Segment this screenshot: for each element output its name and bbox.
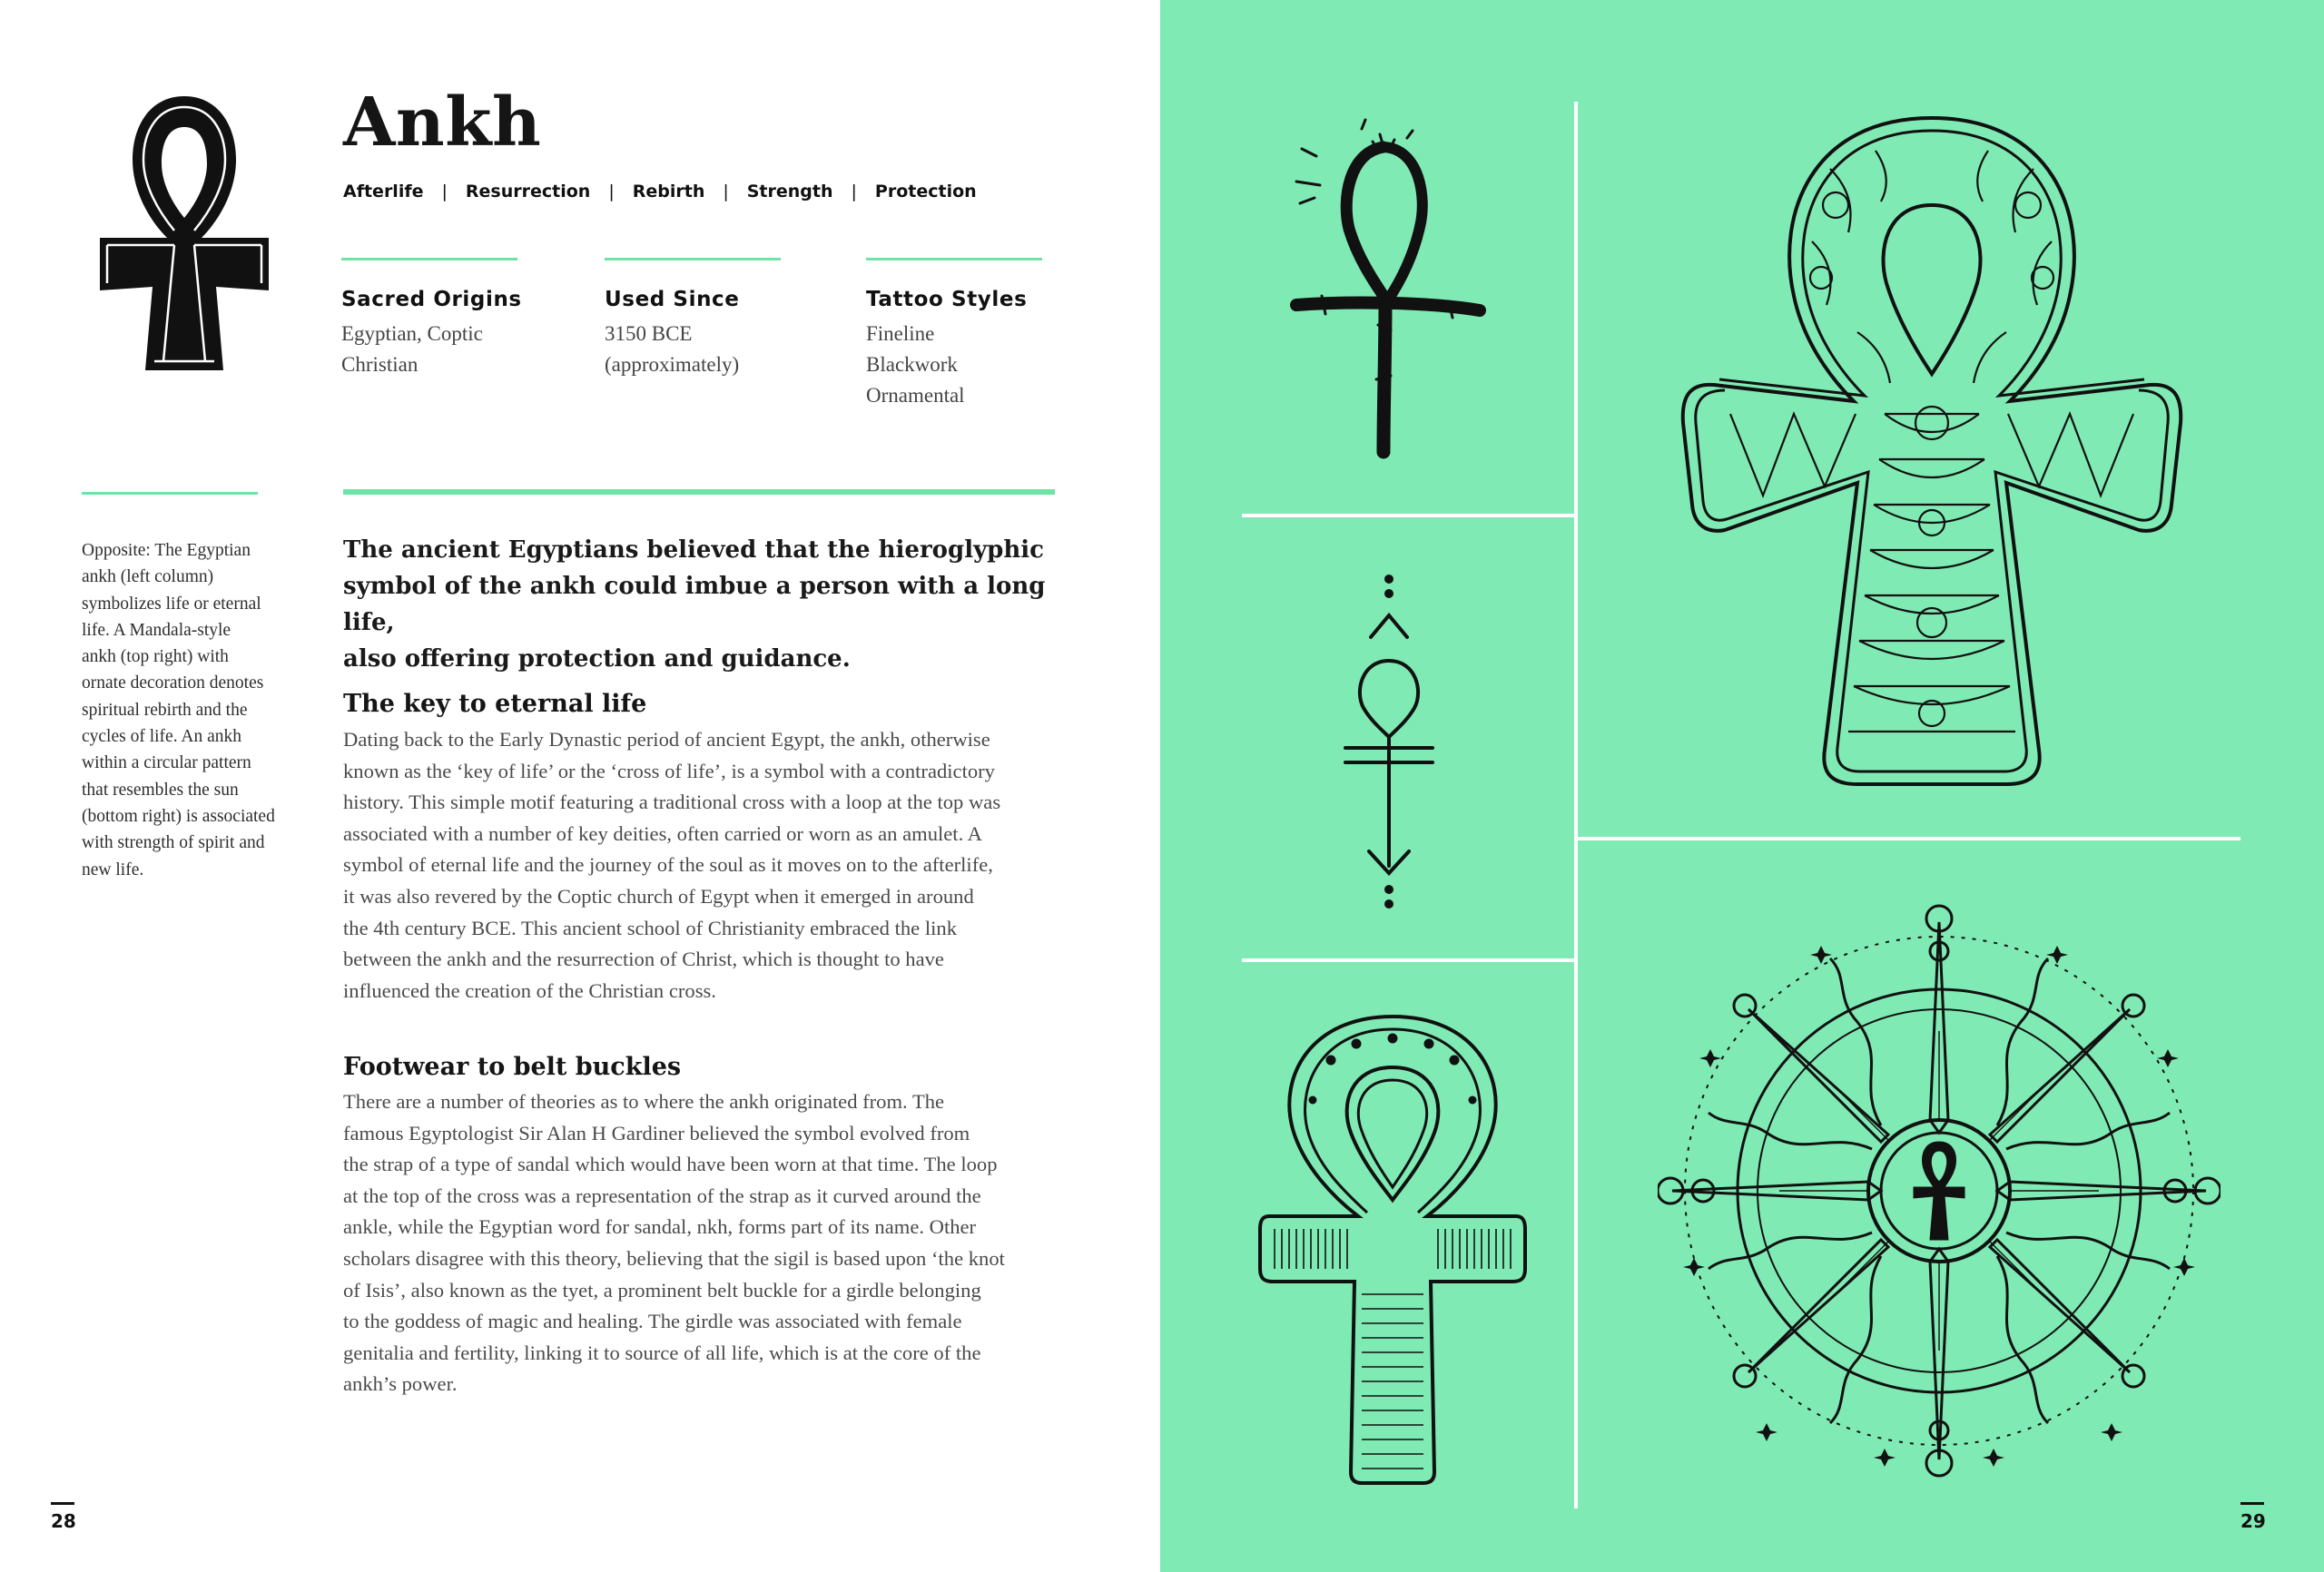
caption-line: ankh (top right) with: [82, 647, 229, 667]
ankh-mandala-icon: [1676, 114, 2188, 786]
separator: |: [851, 182, 857, 201]
image-caption: [82, 537, 300, 883]
caption-line: cycles of life. An ankh: [82, 727, 241, 747]
divider-horizontal: [1242, 514, 1574, 517]
section-heading: Footwear to belt buckles: [343, 1053, 682, 1081]
divider-horizontal: [1578, 837, 2240, 840]
right-page: [1160, 0, 2324, 1572]
fact-value: Ornamental: [866, 384, 965, 407]
lead-paragraph: [343, 532, 1069, 677]
body-line: scholars disagree with this theory, believing that the sigil is based upon ‘the knot: [343, 1246, 1005, 1270]
fact-label: Used Since: [605, 288, 740, 311]
body-line: influenced the creation of the Christian cross.: [343, 978, 716, 1002]
body-line: the strap of a type of sandal which would have been worn at that time. The loop: [343, 1153, 998, 1176]
lead-line: symbol of the ankh could imbue a person with a long life,: [343, 573, 1046, 636]
body-line: Dating back to the Early Dynastic period of ancient Egypt, the ankh, otherwise: [343, 728, 990, 751]
body-line: history. This simple motif featuring a traditional cross with a loop at the top was: [343, 791, 1001, 814]
caption-line: that resembles the sun: [82, 780, 239, 800]
fact-value: 3150 BCE: [605, 322, 693, 345]
separator: |: [723, 182, 729, 201]
caption-line: with strength of spirit and: [82, 833, 265, 853]
caption-line: spiritual rebirth and the: [82, 700, 248, 720]
fact-rule: [866, 258, 1042, 260]
caption-line: within a circular pattern: [82, 753, 251, 773]
ankh-sun-icon: [1658, 904, 2221, 1485]
fact-value: Egyptian, Coptic: [341, 322, 483, 345]
page-number: 28: [51, 1510, 76, 1532]
caption-line: life. A Mandala-style: [82, 620, 231, 640]
page-number-dash: [51, 1502, 74, 1505]
lead-line: also offering protection and guidance.: [343, 645, 851, 673]
divider-vertical: [1574, 102, 1578, 1508]
body-line: the 4th century BCE. This ancient school of Christianity embraced the link: [343, 916, 957, 939]
divider-horizontal: [1242, 958, 1574, 962]
section-body: [343, 724, 1069, 1007]
caption-line: new life.: [82, 860, 144, 879]
fact-value: Christian: [341, 353, 419, 376]
body-line: famous Egyptologist Sir Alan H Gardiner believed the symbol evolved from: [343, 1121, 970, 1145]
caption-line: (bottom right) is associated: [82, 806, 275, 826]
meaning-rebirth: Rebirth: [632, 182, 705, 201]
meaning-protection: Protection: [874, 182, 977, 201]
separator: |: [608, 182, 615, 201]
body-line: between the ankh and the resurrection of Christ, which is thought to have: [343, 948, 944, 971]
caption-line: ankh (left column): [82, 567, 214, 587]
fact-value: Blackwork: [866, 353, 958, 376]
separator: |: [441, 182, 448, 201]
body-line: symbol of eternal life and the journey of the soul as it moves on to the afterlife,: [343, 853, 993, 877]
body-line: associated with a number of key deities, often carried or worn as an amulet. A: [343, 821, 982, 845]
body-line: at the top of the cross was a representation of the strap as it curved around the: [343, 1184, 981, 1207]
meanings-list: [343, 182, 977, 201]
body-line: genitalia and fertility, linking it to source of all life, which is at the core of the: [343, 1341, 981, 1364]
caption-rule: [82, 492, 258, 495]
body-line: ankh’s power.: [343, 1372, 458, 1396]
body-line: of Isis’, also known as the tyet, a prominent belt buckle for a girdle belonging: [343, 1278, 981, 1302]
fact-sacred-origins: [341, 258, 523, 380]
fact-rule: [605, 258, 781, 260]
fact-tattoo-styles: [866, 258, 1048, 411]
page-number-dash: [2240, 1502, 2264, 1505]
left-page: [0, 0, 1160, 1572]
body-line: known as the ‘key of life’ or the ‘cross of life’, is a symbol with a contradictory: [343, 759, 995, 782]
fact-label: Sacred Origins: [341, 288, 522, 311]
fact-used-since: [605, 258, 786, 380]
caption-line: Opposite: The Egyptian: [82, 541, 251, 560]
fact-rule: [341, 258, 517, 260]
body-rule: [343, 489, 1055, 495]
body-line: There are a number of theories as to where the ankh originated from. The: [343, 1090, 945, 1113]
body-line: ankle, while the Egyptian word for sandal, nkh, forms part of its name. Other: [343, 1215, 977, 1239]
fact-value: (approximately): [605, 353, 740, 376]
caption-line: ornate decoration denotes: [82, 673, 264, 693]
section-heading: The key to eternal life: [343, 690, 647, 718]
ankh-ornamental-icon: [1256, 1013, 1529, 1485]
fact-value: Fineline: [866, 322, 935, 345]
body-line: it was also revered by the Coptic church of Egypt when it emerged in around: [343, 884, 974, 908]
lead-line: The ancient Egyptians believed that the hieroglyphic: [343, 536, 1044, 564]
ankh-brush-icon: [1289, 107, 1489, 463]
section-body: [343, 1086, 1069, 1400]
ankh-blackwork-icon: [98, 94, 271, 372]
caption-line: symbolizes life or eternal: [82, 594, 261, 614]
meaning-strength: Strength: [746, 182, 833, 201]
body-line: to the goddess of magic and healing. The girdle was associated with female: [343, 1310, 962, 1333]
meaning-resurrection: Resurrection: [465, 182, 591, 201]
fact-label: Tattoo Styles: [866, 288, 1028, 311]
ankh-fineline-icon: [1325, 570, 1452, 913]
page-title: Ankh: [343, 84, 542, 162]
page-number: 29: [2240, 1510, 2266, 1532]
meaning-afterlife: Afterlife: [343, 182, 424, 201]
